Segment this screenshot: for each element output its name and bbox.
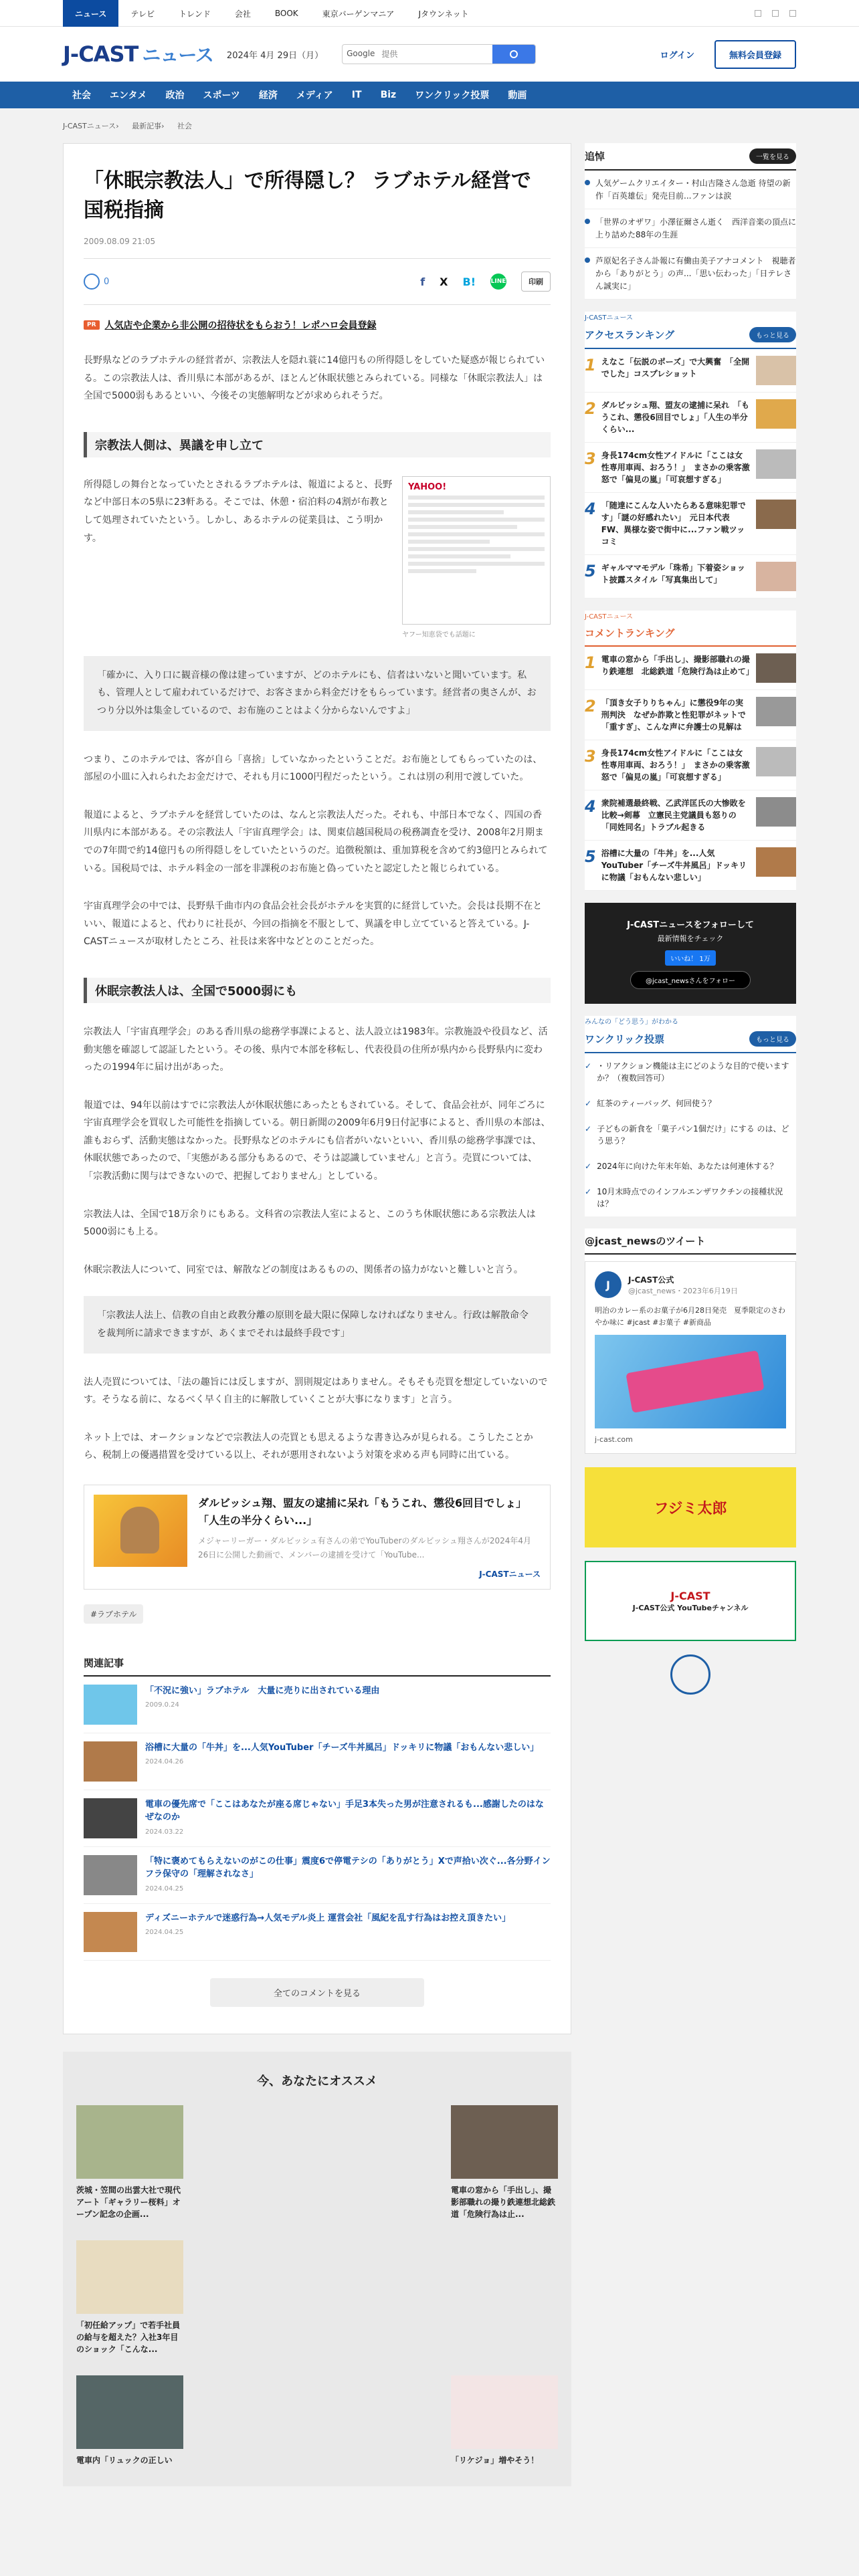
search-icon <box>510 50 518 58</box>
related-thumb <box>84 1741 137 1782</box>
ranking-label: J-CASTニュース <box>585 613 633 621</box>
tab-tv[interactable]: テレビ <box>130 9 155 19</box>
recommend-section <box>63 2052 571 2486</box>
breadcrumb: J-CASTニュース› 最新記事› 社会 <box>63 122 192 130</box>
tab-company[interactable]: 会社 <box>234 9 251 19</box>
register-button[interactable]: 無料会員登録 <box>714 40 796 69</box>
related-thumb <box>84 1685 137 1725</box>
ranking-item[interactable]: 2 ダルビッシュ翔、盟友の逮捕に呆れ 「もうこれ、懲役6回目でしょ」「人生の半分くらい... <box>585 393 796 443</box>
cat-media[interactable]: メディア <box>296 90 333 101</box>
tweets-heading: @jcast_newsのツイート <box>585 1235 706 1248</box>
follow-item[interactable]: 人気ゲームクリエイター・村山吉隆さん急逝 待望の新作「百英雄伝」発売目前...ファンは涙 <box>585 171 796 209</box>
line-icon[interactable] <box>789 10 796 17</box>
tab-news[interactable]: ニュース <box>63 0 118 27</box>
tab-bargain[interactable]: 東京バーゲンマニア <box>322 9 395 19</box>
related-item[interactable]: 「不況に強い」ラブホテル 大量に売りに出されている理由 2009.0.24 <box>84 1677 551 1733</box>
paragraph: 宗教法人は、全国で18万余りにもある。文科省の宗教法人室によると、このうち休眠状態にある宗教法人は5000弱にも上る。 <box>84 1208 536 1238</box>
breadcrumb-latest[interactable]: 最新記事 <box>132 122 162 130</box>
cat-entertainment[interactable]: エンタメ <box>110 90 147 101</box>
search-box <box>342 44 536 64</box>
article <box>63 143 571 2034</box>
facebook-like-button[interactable]: いいね！ 1万 <box>665 950 716 966</box>
breadcrumb-home[interactable]: J-CASTニュース <box>63 122 116 130</box>
poll-more[interactable]: もっと見る <box>749 1031 796 1047</box>
privacy-seal-icon <box>670 1654 710 1695</box>
share-bar <box>84 258 551 305</box>
breadcrumb-society[interactable]: 社会 <box>177 122 192 130</box>
card-title: ダルビッシュ翔、盟友の逮捕に呆れ「もうこれ、懲役6回目でしょ」「人生の半分くらい...」 <box>198 1497 527 1527</box>
cat-it[interactable]: IT <box>351 90 362 100</box>
related-item[interactable]: 「特に褒めてもらえないのがこの仕事」震度6で停電テシの「ありがとう」Xで声拾い次ぐ...各分野インフラ保守の「理解されなさ」 2024.04.25 <box>84 1847 551 1904</box>
facebook-icon[interactable] <box>755 10 761 17</box>
tweet-domain: j-cast.com <box>595 1435 633 1444</box>
top-navbar <box>0 0 859 27</box>
tab-trend[interactable]: トレンド <box>179 9 211 19</box>
tweet-image <box>595 1335 786 1428</box>
paragraph: 宗教法人「宇宙真理学会」のある香川県の総務学事課によると、法人設立は1983年。宗教施設や役員など、活動実態を確認して認証したという。その後、県内で本部を移転し、代表役員の住所が県内から長野県内に変わったの1994年に届け出があった。 <box>84 1026 548 1073</box>
comment-count[interactable]: 0 <box>84 274 109 290</box>
paragraph: ネット上では、オークションなどで宗教法人の売買とも思えるような書き込みが見られる。こうしたことから、税制上の優遇措置を受けている以上、それが悪用されないよう対策を求める声も同時に出ている。 <box>84 1432 533 1461</box>
hatena-bookmark-icon[interactable]: B! <box>462 275 476 288</box>
search-button[interactable] <box>492 45 535 64</box>
recommend-item[interactable]: 茨城・笠間の出雲大社で現代アート「ギャラリー桜料」オープン記念の企画... <box>76 2105 183 2220</box>
avatar: J <box>595 1271 622 1298</box>
follow-more-button[interactable]: 一覧を見る <box>749 148 796 164</box>
line-share-icon[interactable]: LINE <box>490 274 506 290</box>
cat-politics[interactable]: 政治 <box>165 90 185 101</box>
cat-biz[interactable]: Biz <box>380 90 397 100</box>
recommend-item[interactable]: 電車の窓から「手出し」、撮影部職れの撮り鉄連想北総鉄道「危険行為は止... <box>451 2105 558 2220</box>
ranking-item[interactable]: 5 ギャルママモデル「珠希」下着姿ショット披露スタイル「写真集出して」 <box>585 555 796 599</box>
cat-sports[interactable]: スポーツ <box>203 90 240 101</box>
follow-item[interactable]: 芦原妃名子さん訃報に有働由美子アナコメント 視聴者から「ありがとう」の声...「思い伝わった」「日テレさん誠実に」 <box>585 248 796 300</box>
cat-video[interactable]: 動画 <box>508 90 527 101</box>
related-thumb <box>84 1855 137 1895</box>
recommend-heading: 今、あなたにオススメ <box>257 2074 377 2088</box>
access-ranking-heading: アクセスランキング <box>585 329 675 342</box>
ad-banner-fujimi[interactable]: フジミ太郎 <box>585 1467 796 1547</box>
login-link[interactable]: ログイン <box>660 50 694 61</box>
x-share-icon[interactable]: X <box>440 275 448 288</box>
ranking-item[interactable]: 4 「随達にこんな人いたらある意味犯罪です」「謎の好感れたい」 元日本代表FW、異様な姿で街中に...ファン戦ツッコミ <box>585 493 796 555</box>
related-item[interactable]: 浴槽に大量の「牛丼」を...人気YouTuber「チーズ牛丼風呂」ドッキリに物議「おもんない悲しい」 2024.04.26 <box>84 1733 551 1790</box>
related-thumb <box>84 1798 137 1838</box>
article-image[interactable] <box>402 476 551 639</box>
related-thumb <box>84 1912 137 1952</box>
recommend-item[interactable]: 「リケジョ」増やそう！ <box>451 2375 558 2466</box>
ranking-item[interactable]: 3 身長174cm女性アイドルに「ここは女性専用車両、おろう！」 まさかの乗客激怒で「偏見の嵐」「可哀想すぎる」 <box>585 740 796 790</box>
related-item[interactable]: 電車の優先席で「ここはあなたが座る席じゃない」手足3本失った男が注意されるも...感謝したのはなぜなのか 2024.03.22 <box>84 1790 551 1847</box>
related-article-card[interactable] <box>84 1485 551 1590</box>
poll-item[interactable]: ✓ 紅茶のティーバッグ、何回使う？ <box>585 1099 717 1109</box>
cat-society[interactable]: 社会 <box>72 90 91 101</box>
embedded-tweet[interactable]: J J-CAST公式 @jcast_news・2023年6月19日 明治のカレー系のお菓子が6月28日発売 夏季限定のさわやか味に #jcast #お菓子 #新商品 j-cast.com <box>585 1261 796 1454</box>
ad-banner-youtube[interactable]: J-CAST J-CAST公式 YouTubeチャンネル <box>585 1561 796 1641</box>
follow-box <box>585 903 796 1004</box>
article-date: 2009.08.09 21:05 <box>84 237 156 246</box>
x-icon[interactable] <box>772 10 779 17</box>
article-title: 「休眠宗教法人」で所得隠し？ ラブホテル経営で国税指摘 <box>84 169 531 222</box>
poll-item[interactable]: ✓ 子どもの新食を「菓子パン1個だけ」にする のは、どう思う？ <box>585 1124 789 1146</box>
related-heading: 関連記事 <box>84 1656 551 1677</box>
recommend-item[interactable]: 「初任給アップ」で若手社員の給与を超えた？入社3年目のショック「こんな... <box>76 2240 183 2355</box>
all-comments-button[interactable]: 全てのコメントを見る <box>210 1978 424 2007</box>
quote-block: 「宗教法人法上、信教の自由と政教分離の原則を最大限に保障しなければなりません。行政は解散命令を裁判所に請求できますが、あくまでそれは最終手段です」 <box>84 1296 551 1353</box>
follow-item[interactable]: 「世界のオザワ」小澤征爾さん逝く 西洋音楽の頂点に上り詰めた88年の生涯 <box>585 209 796 248</box>
poll-label: みんなの「どう思う」がわかる <box>585 1018 678 1027</box>
search-input[interactable] <box>379 45 492 64</box>
section-heading: 宗教法人側は、異議を申し立て <box>84 432 551 457</box>
quote-block: 「確かに、入り口に観音様の像は建っていますが、どのホテルにも、信者はいないと聞いています。私も、管理人として雇われているだけで、お客さまから料金だけをもらっています。経営者の奥さんが、おつり分以外は集金しているので、お布施のことはよく分からないんですよ」 <box>84 656 551 731</box>
paragraph: 報道では、94年以前はすでに宗教法人が休眠状態にあったともされている。そして、食品会社が、同年ごろに宇宙真理学会を買収した可能性を指摘している。朝日新聞の2009年6月9日付記事によると、香川県の本部は、誰もおらず、活動実態はなかった。長野県などのホテルにも信者がいないといい、香川県の総務学事課では、休眠状態であったので、「実態がある部分もあるので、そうは認識していません」と言う。売買については、「宗教活動に関与はできないので、把握しておりません」としている。 <box>84 1099 551 1182</box>
recommend-item[interactable]: 電車内「リュックの正しい <box>76 2375 183 2466</box>
cat-economy[interactable]: 経済 <box>258 90 278 101</box>
tab-book[interactable]: BOOK <box>274 9 298 18</box>
follow-heading: 追悼 <box>585 150 605 163</box>
category-nav <box>0 82 859 108</box>
poll-heading: ワンクリック投票 <box>585 1033 665 1046</box>
ranking-item[interactable]: 5 浴槽に大量の「牛丼」を...人気YouTuber「チーズ牛丼風呂」ドッキリに物議「おもんない悲しい」 <box>585 841 796 891</box>
x-follow-button[interactable]: @jcast_newsさんをフォロー <box>630 971 751 989</box>
ranking-item[interactable]: 2 「頂き女子りりちゃん」に懲役9年の実刑判決 なぜか詐欺と性犯罪がネットで「重すぎ」、こんな声に弁護士の見解は <box>585 690 796 740</box>
print-button[interactable]: 印刷 <box>521 272 551 292</box>
card-thumbnail <box>94 1495 187 1567</box>
yahoo-logo: YAHOO! <box>408 481 447 492</box>
cat-oneclick-vote[interactable]: ワンクリック投票 <box>415 90 490 101</box>
paragraph: 所得隠しの舞台となっていたとされるラブホテルは、報道によると、長野など中部日本の5県に23軒ある。そこでは、休憩・宿泊料の4割が布教として処理されていたという。しかし、あるホテルの従業員は、こう明かす。 <box>84 479 393 544</box>
ranking-label: J-CASTニュース <box>585 314 633 322</box>
related-item[interactable]: ディズニーホテルで迷惑行為→人気モデル炎上 運営会社「風紀を乱す行為はお控え頂きたい」 2024.04.25 <box>84 1904 551 1961</box>
follow-box-sub: 最新情報をチェック <box>657 934 724 944</box>
paragraph: 報道によると、ラブホテルを経営していたのは、なんと宗教法人だった。それも、中部日本でなく、四国の香川県内に本部がある。その宗教法人「宇宙真理学会」は、関東信越国税局の税務調査を受け、2008年2月期までの7年間で約14億円もの所得隠しをしていたというのだ。追徴税額は、重加算税を含めて約3億円とみられている。国税局では、ホテル料金の一部を非課税のお布施と偽っていたと認定したと報じられている。 <box>84 809 548 874</box>
tweet-text: 明治のカレー系のお菓子が6月28日発売 夏季限定のさわやか味に #jcast #お菓子 #新商品 <box>595 1306 785 1327</box>
comment-icon <box>84 274 100 290</box>
ranking-item[interactable]: 4 衆院補選最終戦、乙武洋匡氏の大惨敗を比較→剣幕 立憲民主党議員も怒りの「同姓同名」トラブル起きる <box>585 790 796 841</box>
poll-item[interactable]: ✓ 2024年に向けた年末年始、あなたは何連休する？ <box>585 1162 778 1172</box>
paragraph: 休眠宗教法人について、同室では、解散などの制度はあるものの、関係者の協力がないと難しいと言う。 <box>84 1264 523 1275</box>
card-description: メジャーリーガー・ダルビッシュ有さんの弟でYouTuberのダルビッシュ翔さんが2024年4月26日に公開した動画で、メンバーの逮捕を受けて「YouTube... <box>198 1536 531 1560</box>
card-source: J-CASTニュース <box>479 1569 541 1579</box>
tag-love-hotel[interactable]: #ラブホテル <box>84 1604 143 1624</box>
poll-item[interactable]: ✓ 10月末時点でのインフルエンザワクチンの接種状況は？ <box>585 1187 783 1209</box>
paragraph: 宇宙真理学会の中では、長野県千曲市内の食品会社会長がホテルを実質的に経営していた。会長は長期不在といい、報道によると、代わりに社長が、今回の指摘を不服として、異議を申し立てていると答えている。J-CASTニュースが取材したところ、社長は来客中などとのことだった。 <box>84 901 543 948</box>
image-caption: ヤフー知恵袋でも話題に <box>402 631 476 639</box>
tab-jtown[interactable]: Jタウンネット <box>418 9 469 19</box>
sidebar <box>585 143 796 2486</box>
pr-link[interactable]: PR 人気店や企業から非公開の招待状をもらおう！レポハロ会員登録 <box>84 318 551 332</box>
current-date: 2024年 4月 29日（月） <box>226 50 324 61</box>
ranking-item[interactable]: 3 身長174cm女性アイドルに「ここは女性専用車両、おろう！」 まさかの乗客激怒で「偏見の嵐」「可哀想すぎる」 <box>585 443 796 493</box>
follow-box-title: J-CASTニュースをフォローして <box>627 920 754 931</box>
site-header <box>0 27 859 82</box>
access-ranking-more[interactable]: もっと見る <box>749 327 796 342</box>
section-heading: 休眠宗教法人は、全国で5000弱にも <box>84 978 551 1003</box>
poll-item[interactable]: ✓ ・リアクション機能は主にどのような目的で使いますか？（複数回答可） <box>585 1061 789 1083</box>
comment-ranking-heading: コメントランキング <box>585 627 675 640</box>
ranking-item[interactable]: 1 えなこ「伝説のポーズ」で大興奮 「全開でした」コスプレショット <box>585 349 796 393</box>
paragraph: 長野県などのラブホテルの経営者が、宗教法人を隠れ蓑に14億円もの所得隠しをしていた疑惑が報じられている。この宗教法人は、香川県に本部があるが、ほとんど休眠状態とみられている。同様な「休眠宗教法人」は全国で5000弱もあるといい、今後その実態解明などが求められそうだ。 <box>84 355 545 402</box>
paragraph: 法人売買については、「法の趣旨には反しますが、罰則規定はありません。そもそも売買を想定していないのです。そうなる前に、なるべく早く自主的に解散していくことが大事になります」と言う。 <box>84 1376 548 1406</box>
ranking-item[interactable]: 1 電車の窓から「手出し」、撮影部職れの撮り鉄連想 北総鉄道「危険行為は止めて」 <box>585 647 796 690</box>
site-logo[interactable]: J-CAST ニュース <box>63 41 213 67</box>
paragraph: つまり、このホテルでは、客が自ら「喜捨」していなかったということだ。お布施としてもらっていたのは、部屋の小皿に入れられたお金だけで、それも月に1000円程だったという。これは別の利用で渡していた。 <box>84 754 543 783</box>
social-icons <box>755 10 796 17</box>
facebook-share-icon[interactable]: f <box>420 275 425 288</box>
search-brand: Google <box>347 49 375 58</box>
